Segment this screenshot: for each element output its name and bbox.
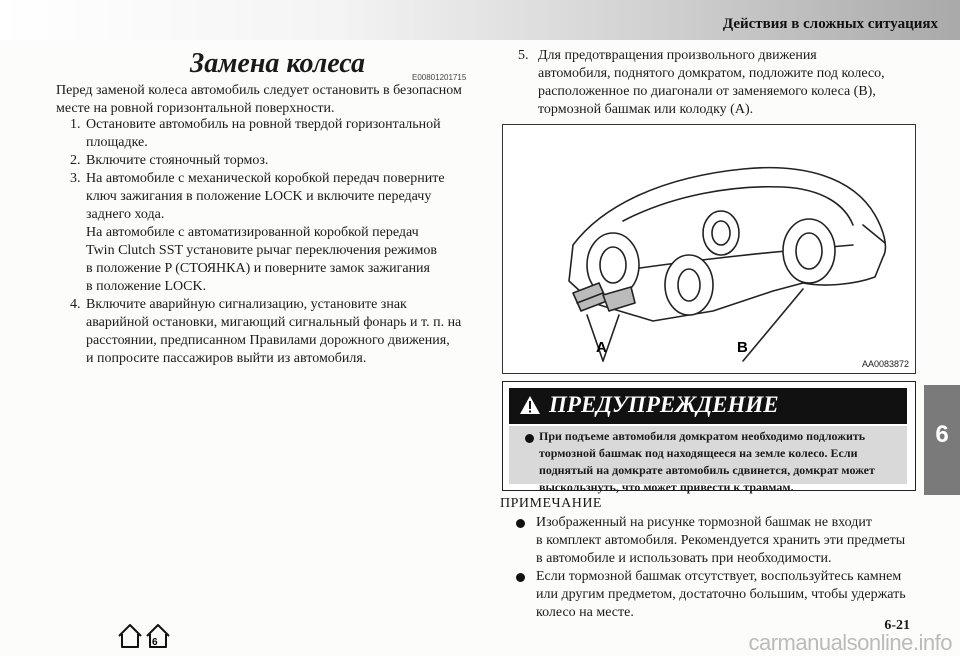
note-line: колесо на месте. — [536, 605, 634, 620]
step-line: Остановите автомобиль на ровной твердой горизонтальной — [86, 117, 441, 132]
note-line: в автомобиле и использовать при необходимости. — [536, 551, 832, 566]
step-line: Включите стояночный тормоз. — [86, 153, 269, 168]
note-title: ПРИМЕЧАНИЕ — [500, 496, 602, 511]
page-number: 6-21 — [884, 618, 910, 633]
warning-triangle-icon — [519, 395, 541, 415]
step-item — [56, 170, 480, 296]
step-line: заднего хода. — [86, 207, 165, 222]
step-line: Для предотвращения произвольного движения — [538, 48, 817, 63]
label-b: B — [737, 339, 748, 356]
steps-list — [56, 116, 480, 368]
step-line: в положение P (СТОЯНКА) и поверните замок зажигания — [86, 261, 430, 276]
chapter-title: Действия в сложных ситуациях — [722, 16, 938, 32]
note-line: Если тормозной башмак отсутствует, воспользуйтесь камнем — [536, 569, 902, 584]
note-line: в комплект автомобиля. Рекомендуется хранить эти предметы — [536, 533, 906, 548]
step-line: На автомобиле с механической коробкой передач поверните — [86, 171, 445, 186]
chapter-home-icon[interactable] — [147, 625, 169, 647]
bullet-icon — [516, 573, 525, 582]
step-number: 3. — [70, 171, 81, 186]
section-title: Замена колеса — [190, 48, 365, 79]
step-line: и попросите пассажиров выйти из автомобиля. — [86, 351, 367, 366]
step-line: тормозной башмак или колодку (A). — [538, 102, 754, 117]
bullet-icon — [516, 519, 525, 528]
warning-title: ПРЕДУПРЕЖДЕНИЕ — [549, 392, 779, 417]
warning-box — [502, 381, 916, 494]
rear-left-wheel — [703, 211, 739, 255]
warning-header — [509, 388, 907, 424]
bullet-icon — [525, 434, 534, 443]
warning-line: поднятый на домкрате автомобиль сдвинется, домкрат может — [539, 463, 875, 477]
step-line: расстоянии, предписанном Правилами дорожного движения, — [86, 333, 450, 348]
note-item — [516, 568, 916, 622]
car-roof-line — [623, 187, 853, 225]
chapter-tab[interactable] — [924, 385, 960, 495]
wheel-chock-illustration — [502, 124, 916, 374]
warning-body — [509, 426, 907, 494]
car-drawing — [503, 125, 915, 373]
note-item — [516, 514, 916, 568]
watermark: carmanualsonline.info — [748, 630, 952, 655]
step-number: 5. — [518, 48, 529, 63]
note-line: Изображенный на рисунке тормозной башмак не входит — [536, 515, 872, 530]
warning-line: выскользнуть, что может привести к травмам. — [539, 480, 794, 494]
nav-badge: 6 — [152, 637, 158, 648]
step-line: в положение LOCK. — [86, 279, 207, 294]
step-line: аварийной остановки, мигающий сигнальный фонарь и т. п. на — [86, 315, 462, 330]
rear-right-wheel — [783, 219, 835, 283]
step-line: Twin Clutch SST установите рычаг переключения режимов — [86, 243, 437, 258]
front-right-wheel — [665, 255, 713, 315]
chapter-tab-number: 6 — [935, 421, 949, 448]
step-line: На автомобиле с автоматизированной коробкой передач — [86, 225, 419, 240]
step-line: Включите аварийную сигнализацию, установите знак — [86, 297, 407, 312]
pointer-line-b — [743, 289, 803, 361]
step-number: 1. — [70, 117, 81, 132]
step-line: расположенное по диагонали от заменяемого колеса (B), — [538, 84, 876, 99]
home-icon[interactable] — [119, 625, 141, 647]
nav-icons — [116, 622, 174, 655]
step-line: ключ зажигания в положение LOCK и включите передачу — [86, 189, 432, 204]
step-line: площадке. — [86, 135, 148, 150]
note-line: или другим предметом, достаточно большим, чтобы удержать — [536, 587, 906, 602]
warning-line: При подъеме автомобиля домкратом необходимо подложить — [539, 429, 866, 443]
step-line: автомобиля, поднятого домкратом, подложите под колесо, — [538, 66, 885, 81]
step-item — [56, 296, 480, 368]
warning-line: тормозной башмак под находящееся на земле колесо. Если — [539, 446, 858, 460]
section-code: E00801201715 — [412, 73, 467, 82]
step-item — [56, 152, 480, 170]
step-number: 2. — [70, 153, 81, 168]
section-intro: Перед заменой колеса автомобиль следует остановить в безопасном месте на ровной горизонтальной поверхности. — [56, 83, 462, 116]
step-item — [56, 116, 480, 152]
figure-code: AA0083872 — [861, 359, 909, 369]
label-a: A — [596, 339, 607, 356]
step-5 — [512, 47, 912, 119]
step-number: 4. — [70, 297, 81, 312]
